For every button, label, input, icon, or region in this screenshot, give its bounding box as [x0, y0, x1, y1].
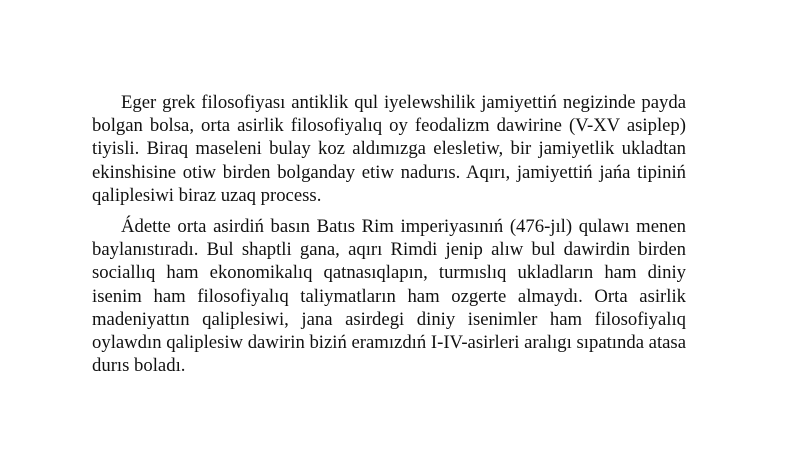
paragraph-1: Eger grek filosofiyası antiklik qul iyelewshilik jamiyettiń negizinde payda bolgan bolsa, orta asirlik filosofiyalıq oy feodalizm dawirine (V-XV asiplep) tiyisli. Biraq maseleni bulay koz aldımızga elesletiw, bir jamiyetlik ukladtan ekinshisine otiw birden bolganday etiw nadurıs. Aqırı, jamiyettiń jańa tipiniń qaliplesiwi biraz uzaq process. — [92, 92, 686, 206]
paragraph-2: Ádette orta asirdiń basın Batıs Rim imperiyasınıń (476-jıl) qulawı menen baylanıstıradı. Bul shaptli gana, aqırı Rimdi jenip alıw bul dawirdin birden sociallıq ham ekonomikalıq qatnasıqlapın, turmıslıq ukladların ham diniy isenim ham filosofiyalıq taliymatların ham ozgerte almaydı. Orta asirlik madeniyattın qaliplesiwi, jana asirdegi diniy isenimler ham filosofiyalıq oylawdın qaliplesiw dawirin biziń eramızdıń I-IV-asirleri aralıgı sıpatında atasa durıs boladı. — [92, 216, 687, 377]
text-block — [92, 91, 686, 385]
